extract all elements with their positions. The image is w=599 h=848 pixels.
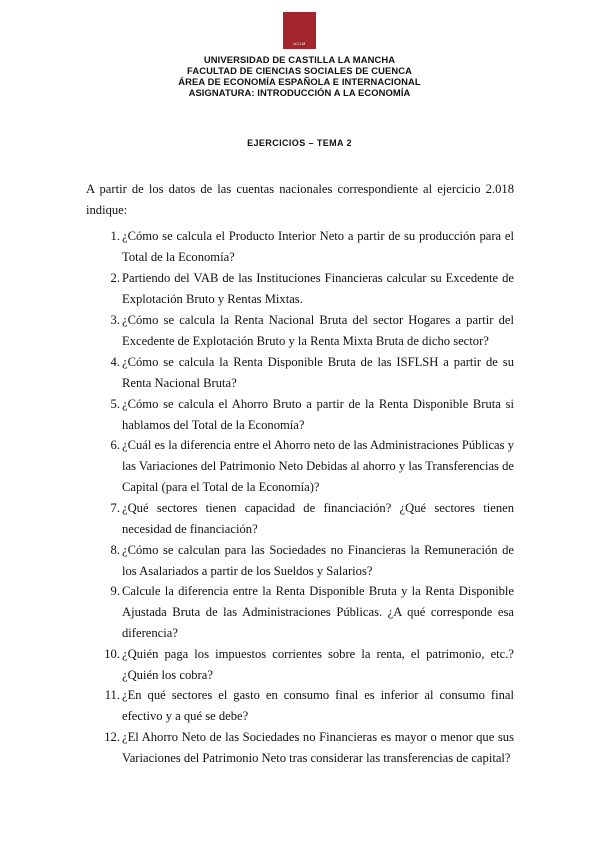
question-text: ¿En qué sectores el gasto en consumo final es inferior al consumo final efectivo y a qué se debe? [122,688,514,723]
question-item [94,310,514,352]
document-header [0,54,599,98]
question-item [94,435,514,498]
question-item [94,268,514,310]
question-text: ¿Cuál es la diferencia entre el Ahorro neto de las Administraciones Públicas y las Variaciones del Patrimonio Neto Debidas al ahorro y las Transferencias de Capital (para el Total de la Economía)? [122,438,514,494]
question-item [94,685,514,727]
question-text: Partiendo del VAB de las Instituciones Financieras calcular su Excedente de Explotación Bruto y Rentas Mixtas. [122,271,514,306]
question-item [94,352,514,394]
header-subject: ASIGNATURA: INTRODUCCIÓN A LA ECONOMÍA [188,87,411,98]
question-number: 4. [110,355,120,369]
question-number: 12. [104,730,120,744]
question-number: 11. [104,688,120,702]
question-text: ¿Cómo se calcula la Renta Nacional Bruta del sector Hogares a partir del Excedente de Explotación Bruto y la Renta Mixta Bruta de dicho sector? [122,313,514,348]
question-text: ¿El Ahorro Neto de las Sociedades no Financieras es mayor o menor que sus Variaciones del Patrimonio Neto tras considerar las transferencias de capital? [122,730,514,765]
question-number: 2. [110,271,120,285]
question-text: ¿Quién paga los impuestos corrientes sobre la renta, el patrimonio, etc.? ¿Quién los cobra? [122,647,514,682]
header-university: UNIVERSIDAD DE CASTILLA LA MANCHA [203,54,396,65]
question-item [94,540,514,582]
question-number: 1. [110,229,120,243]
intro-paragraph: A partir de los datos de las cuentas nacionales correspondiente al ejercicio 2.018 indique: [86,182,514,217]
question-text: ¿Cómo se calculan para las Sociedades no Financieras la Remuneración de los Asalariados a partir de los Sueldos y Salarios? [122,543,514,578]
question-text: Calcule la diferencia entre la Renta Disponible Bruta y la Renta Disponible Ajustada Bruta de las Administraciones Públicas. ¿A qué corresponde esa diferencia? [122,584,514,640]
question-text: ¿Qué sectores tienen capacidad de financiación? ¿Qué sectores tienen necesidad de financiación? [122,501,514,536]
question-item [94,644,514,686]
question-item [94,394,514,436]
logo-text: UCLM [293,41,306,46]
question-item [94,498,514,540]
university-logo [283,12,316,49]
header-faculty: FACULTAD DE CIENCIAS SOCIALES DE CUENCA [187,65,412,76]
header-area: ÁREA DE ECONOMÍA ESPAÑOLA E INTERNACIONAL [178,76,421,87]
question-number: 9. [110,584,120,598]
question-text: ¿Cómo se calcula el Ahorro Bruto a partir de la Renta Disponible Bruta si hablamos del Total de la Economía? [122,397,514,432]
question-number: 6. [110,438,120,452]
exercises-title: EJERCICIOS – TEMA 2 [247,138,352,148]
question-item [94,581,514,644]
question-number: 5. [110,397,120,411]
question-number: 3. [110,313,120,327]
question-number: 7. [110,501,120,515]
question-text: ¿Cómo se calcula el Producto Interior Neto a partir de su producción para el Total de la Economía? [122,229,514,264]
question-text: ¿Cómo se calcula la Renta Disponible Bruta de las ISFLSH a partir de su Renta Nacional Bruta? [122,355,514,390]
question-item [94,226,514,268]
question-number: 10. [104,647,120,661]
question-number: 8. [110,543,120,557]
question-item [94,727,514,769]
